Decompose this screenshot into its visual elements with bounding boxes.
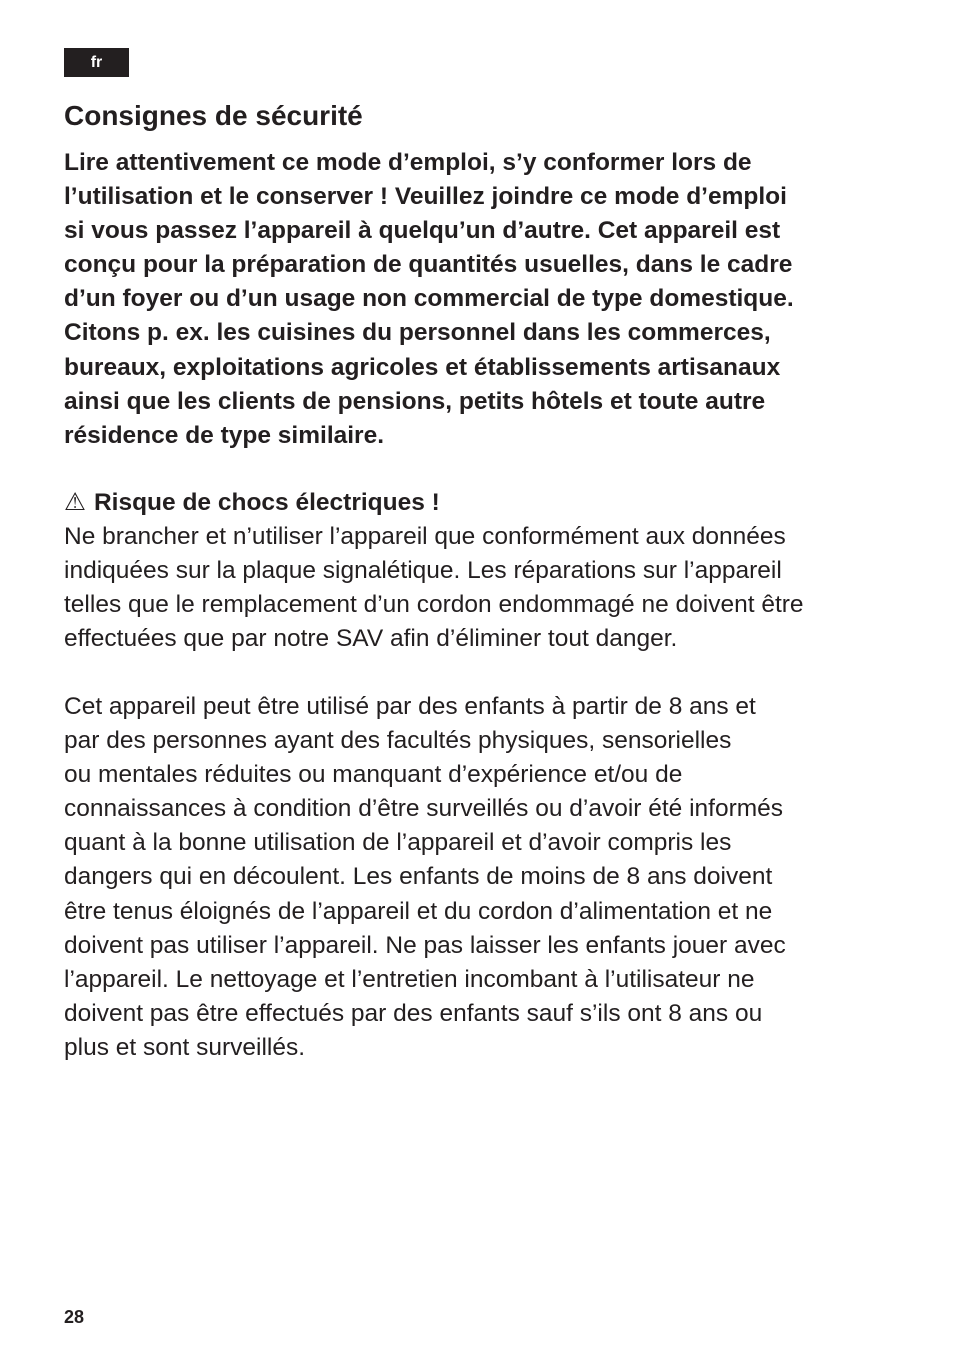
intro-line: l’utilisation et le conserver ! Veuillez joindre ce mode d’emploi bbox=[64, 183, 787, 211]
page-title: Consignes de sécurité bbox=[64, 100, 363, 131]
children-line: Cet appareil peut être utilisé par des enfants à partir de 8 ans et bbox=[64, 693, 756, 720]
page-number: 28 bbox=[64, 1307, 85, 1327]
children-line: être tenus éloignés de l’appareil et du cordon d’alimentation et ne bbox=[64, 897, 773, 925]
intro-line: résidence de type similaire. bbox=[64, 421, 385, 449]
intro-line: d’un foyer ou d’un usage non commercial de type domestique. bbox=[64, 285, 794, 313]
children-line: quant à la bonne utilisation de l’appareil et d’avoir compris les bbox=[64, 829, 732, 857]
intro-paragraph bbox=[64, 146, 904, 453]
intro-line: Lire attentivement ce mode d’emploi, s’y conformer lors de bbox=[64, 149, 752, 176]
children-line: ou mentales réduites ou manquant d’expérience et/ou de bbox=[64, 761, 683, 789]
children-line: l’appareil. Le nettoyage et l’entretien incombant à l’utilisateur ne bbox=[64, 965, 755, 993]
children-paragraph bbox=[64, 690, 904, 1065]
warning-line: telles que le remplacement d’un cordon endommagé ne doivent être bbox=[64, 591, 804, 619]
warning-heading-line bbox=[64, 486, 904, 520]
intro-line: conçu pour la préparation de quantités usuelles, dans le cadre bbox=[64, 251, 793, 279]
language-tab: fr bbox=[64, 48, 129, 77]
intro-line: bureaux, exploitations agricoles et établissements artisanaux bbox=[64, 353, 781, 381]
children-line: connaissances à condition d’être surveillés ou d’avoir été informés bbox=[64, 795, 784, 823]
warning-line: effectuées que par notre SAV afin d’éliminer tout danger. bbox=[64, 625, 678, 653]
children-line: dangers qui en découlent. Les enfants de moins de 8 ans doivent bbox=[64, 863, 773, 891]
children-line: par des personnes ayant des facultés physiques, sensorielles bbox=[64, 727, 732, 755]
intro-line: si vous passez l’appareil à quelqu’un d’autre. Cet appareil est bbox=[64, 217, 781, 245]
warning-line: indiquées sur la plaque signalétique. Les réparations sur l’appareil bbox=[64, 557, 782, 585]
warning-line: Ne brancher et n’utiliser l’appareil que conformément aux données bbox=[64, 523, 786, 551]
intro-line: ainsi que les clients de pensions, petits hôtels et toute autre bbox=[64, 387, 766, 415]
electric-shock-warning bbox=[64, 486, 904, 656]
intro-line: Citons p. ex. les cuisines du personnel dans les commerces, bbox=[64, 319, 771, 347]
children-line: doivent pas être effectués par des enfants sauf s’ils ont 8 ans ou bbox=[64, 999, 763, 1027]
warning-triangle-icon: ⚠ bbox=[64, 489, 86, 516]
children-line: doivent pas utiliser l’appareil. Ne pas laisser les enfants jouer avec bbox=[64, 931, 786, 959]
warning-heading: Risque de chocs électriques ! bbox=[93, 489, 440, 516]
children-line: plus et sont surveillés. bbox=[64, 1033, 306, 1061]
